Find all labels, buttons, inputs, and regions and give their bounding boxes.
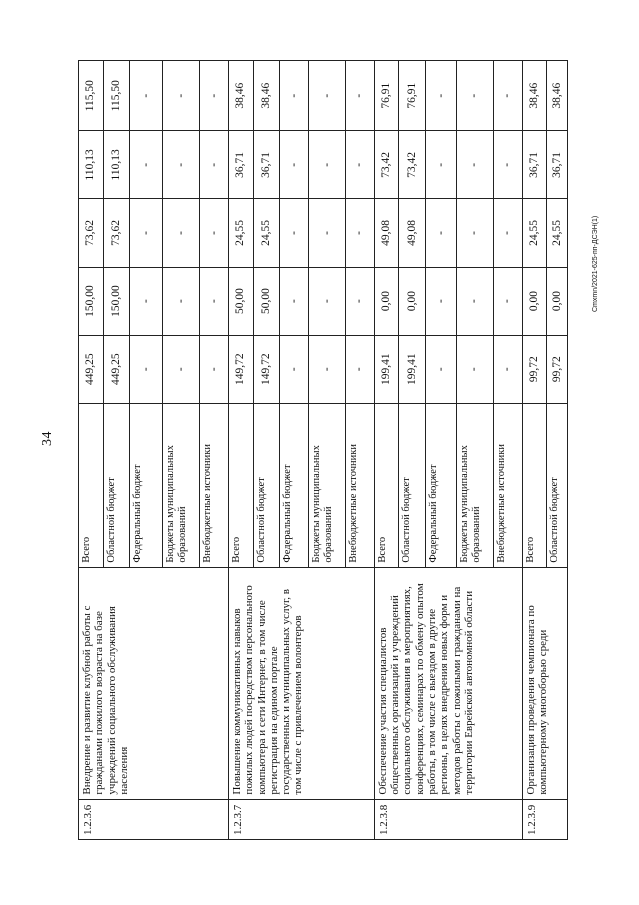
amount-cell: 115,50	[103, 61, 130, 131]
amount-cell: 24,55	[522, 199, 547, 267]
amount-cell: 36,71	[253, 131, 280, 199]
funding-source: Федеральный бюджет	[280, 403, 309, 567]
amount-cell: -	[280, 267, 309, 335]
amount-cell: 24,55	[228, 199, 253, 267]
amount-cell: -	[309, 199, 346, 267]
table-row	[374, 61, 399, 840]
amount-cell: 76,91	[399, 61, 426, 131]
amount-cell: -	[456, 131, 493, 199]
amount-cell: -	[163, 335, 200, 403]
amount-cell: -	[309, 335, 346, 403]
table-row	[228, 61, 253, 840]
funding-source: Бюджеты муниципальных образований	[309, 403, 346, 567]
amount-cell: -	[130, 199, 163, 267]
funding-source: Бюджеты муниципальных образований	[163, 403, 200, 567]
amount-cell: -	[280, 131, 309, 199]
amount-cell: -	[345, 335, 374, 403]
amount-cell: -	[493, 267, 522, 335]
amount-cell: 0,00	[522, 267, 547, 335]
amount-cell: -	[345, 61, 374, 131]
amount-cell: 50,00	[253, 267, 280, 335]
amount-cell: 36,71	[228, 131, 253, 199]
amount-cell: -	[493, 199, 522, 267]
amount-cell: -	[345, 199, 374, 267]
amount-cell: -	[130, 335, 163, 403]
amount-cell: -	[426, 335, 457, 403]
amount-cell: 50,00	[228, 267, 253, 335]
amount-cell: -	[309, 61, 346, 131]
funding-source: Внебюджетные источники	[493, 403, 522, 567]
amount-cell: 73,62	[103, 199, 130, 267]
amount-cell: 99,72	[547, 335, 568, 403]
amount-cell: 0,00	[399, 267, 426, 335]
amount-cell: 0,00	[547, 267, 568, 335]
amount-cell: 38,46	[522, 61, 547, 131]
funding-source: Всего	[522, 403, 547, 567]
amount-cell: 0,00	[374, 267, 399, 335]
item-description: Организация проведения чемпионата по компьютерному многоборью среди	[522, 567, 567, 799]
amount-cell: 38,46	[547, 61, 568, 131]
funding-source: Всего	[228, 403, 253, 567]
amount-cell: -	[493, 335, 522, 403]
amount-cell: -	[130, 131, 163, 199]
funding-source: Внебюджетные источники	[200, 403, 229, 567]
funding-source: Федеральный бюджет	[426, 403, 457, 567]
amount-cell: -	[309, 131, 346, 199]
amount-cell: -	[426, 131, 457, 199]
amount-cell: -	[456, 335, 493, 403]
funding-source: Областной бюджет	[399, 403, 426, 567]
amount-cell: 150,00	[103, 267, 130, 335]
budget-table	[78, 60, 568, 840]
amount-cell: -	[163, 131, 200, 199]
amount-cell: -	[456, 199, 493, 267]
amount-cell: -	[493, 61, 522, 131]
amount-cell: 149,72	[228, 335, 253, 403]
amount-cell: 24,55	[547, 199, 568, 267]
amount-cell: 115,50	[79, 61, 104, 131]
amount-cell: 99,72	[522, 335, 547, 403]
amount-cell: -	[280, 199, 309, 267]
amount-cell: 449,25	[79, 335, 104, 403]
amount-cell: 49,08	[399, 199, 426, 267]
item-code: 1.2.3.6	[79, 799, 229, 839]
funding-source: Областной бюджет	[547, 403, 568, 567]
funding-source: Областной бюджет	[103, 403, 130, 567]
amount-cell: 38,46	[253, 61, 280, 131]
amount-cell: -	[200, 199, 229, 267]
funding-source: Всего	[374, 403, 399, 567]
funding-source: Областной бюджет	[253, 403, 280, 567]
table-row	[522, 61, 547, 840]
amount-cell: 38,46	[228, 61, 253, 131]
amount-cell: -	[280, 335, 309, 403]
amount-cell: 110,13	[79, 131, 104, 199]
item-code: 1.2.3.7	[228, 799, 374, 839]
amount-cell: -	[130, 61, 163, 131]
amount-cell: -	[456, 267, 493, 335]
amount-cell: -	[163, 267, 200, 335]
document-code: Cmxmn/2021-625-пп-ДСЭН(1)	[592, 215, 599, 312]
amount-cell: 150,00	[79, 267, 104, 335]
amount-cell: 73,62	[79, 199, 104, 267]
amount-cell: -	[200, 61, 229, 131]
amount-cell: 49,08	[374, 199, 399, 267]
amount-cell: -	[309, 267, 346, 335]
amount-cell: -	[345, 267, 374, 335]
item-code: 1.2.3.8	[374, 799, 522, 839]
amount-cell: 199,41	[399, 335, 426, 403]
amount-cell: -	[426, 267, 457, 335]
table-body	[79, 61, 568, 840]
amount-cell: -	[426, 199, 457, 267]
amount-cell: -	[200, 335, 229, 403]
amount-cell: 36,71	[547, 131, 568, 199]
amount-cell: 76,91	[374, 61, 399, 131]
item-description: Повышение коммуникативных навыков пожилых людей посредством персонального компьютера и сети Интернет, в том числе регистрация на едином портале государственных и муниципальных услуг, в том числе с привлечением волонтеров	[228, 567, 374, 799]
amount-cell: -	[345, 131, 374, 199]
amount-cell: -	[493, 131, 522, 199]
budget-table-sheet	[78, 60, 568, 840]
amount-cell: 110,13	[103, 131, 130, 199]
amount-cell: 73,42	[374, 131, 399, 199]
amount-cell: -	[200, 131, 229, 199]
amount-cell: -	[280, 61, 309, 131]
amount-cell: -	[163, 61, 200, 131]
funding-source: Всего	[79, 403, 104, 567]
page-number: 34	[40, 431, 55, 446]
amount-cell: 73,42	[399, 131, 426, 199]
funding-source: Бюджеты муниципальных образований	[456, 403, 493, 567]
funding-source: Федеральный бюджет	[130, 403, 163, 567]
amount-cell: 449,25	[103, 335, 130, 403]
item-code: 1.2.3.9	[522, 799, 567, 839]
amount-cell: -	[456, 61, 493, 131]
table-row	[79, 61, 104, 840]
amount-cell: 36,71	[522, 131, 547, 199]
amount-cell: 149,72	[253, 335, 280, 403]
amount-cell: -	[426, 61, 457, 131]
amount-cell: -	[163, 199, 200, 267]
amount-cell: 24,55	[253, 199, 280, 267]
amount-cell: -	[200, 267, 229, 335]
funding-source: Внебюджетные источники	[345, 403, 374, 567]
amount-cell: -	[130, 267, 163, 335]
item-description: Обеспечение участия специалистов общественных организаций и учреждений социального обслуживания в мероприятиях, конференциях, семинарах по обмену опытом работы, в том числе с выездом в другие регионы, в целях внедрения новых форм и методов работы с пожилыми гражданами на территории Еврейской автономной области	[374, 567, 522, 799]
amount-cell: 199,41	[374, 335, 399, 403]
item-description: Внедрение и развитие клубной работы с гражданами пожилого возраста на базе учреждений социального обслуживания населения	[79, 567, 229, 799]
